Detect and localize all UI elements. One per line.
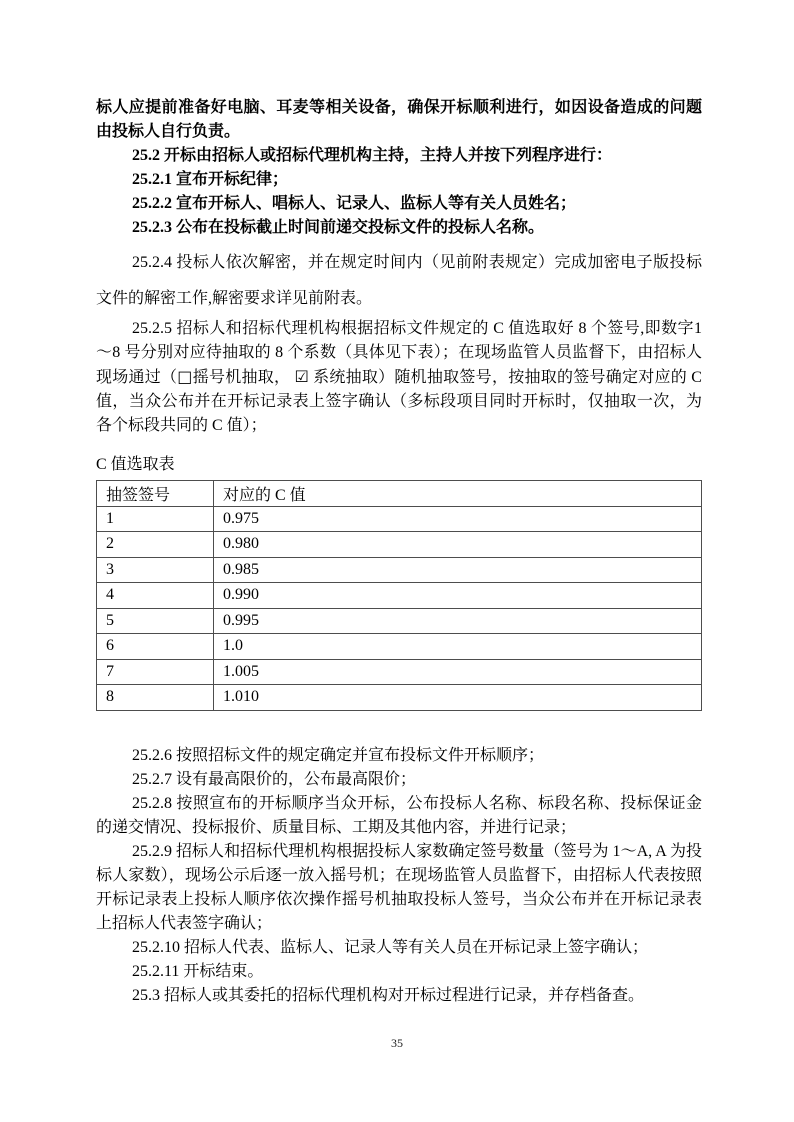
cell-sign-number: 5 — [97, 608, 214, 634]
cell-sign-number: 7 — [97, 659, 214, 685]
table-row — [97, 557, 702, 583]
table-row — [97, 634, 702, 660]
c-value-table — [96, 480, 702, 711]
paragraph-25-2-10: 25.2.10 招标人代表、监标人、记录人等有关人员在开标记录上签字确认； — [132, 938, 649, 956]
table-header-sign-number: 抽签签号 — [97, 481, 214, 507]
checkbox-checked-icon: ☑ — [294, 367, 309, 386]
page-number: 35 — [391, 1036, 403, 1050]
paragraph-25-2-7: 25.2.7 设有最高限价的，公布最高限价； — [132, 770, 417, 788]
cell-c-value: 1.0 — [214, 634, 702, 660]
paragraph-25-2-2: 25.2.2 宣布开标人、唱标人、记录人、监标人等有关人员姓名； — [132, 195, 577, 212]
table-header-c-value: 对应的 C 值 — [214, 481, 702, 507]
table-caption: C 值选取表 — [96, 456, 175, 473]
cell-sign-number: 3 — [97, 557, 214, 583]
paragraph-text: 25.2.5 招标人和招标代理机构根据招标文件规定的 C 值选取好 8 个签号,即数字1～8 号分别对应待抽取的 8 个系数（具体见下表）；在现场监管人员监督下，由招标人现场通过（ — [96, 320, 702, 386]
cell-sign-number: 2 — [97, 532, 214, 558]
table-header-row — [97, 481, 702, 507]
paragraph-text: 系统抽取）随机抽取签号，按抽取的签号确定对应的 C 值，当众公布并在开标记录表上签字确认（多标段项目同时开标时，仅抽取一次，为各个标段共同的 C 值）； — [96, 369, 702, 434]
table-row — [97, 685, 702, 711]
paragraph-continuation: 标人应提前准备好电脑、耳麦等相关设备，确保开标顺利进行，如因设备造成的问题由投标人自行负责。 — [96, 99, 702, 140]
paragraph-25-2-6: 25.2.6 按照招标文件的规定确定并宣布投标文件开标顺序； — [132, 746, 545, 764]
table-row — [97, 506, 702, 532]
paragraph-25-3: 25.3 招标人或其委托的招标代理机构对开标过程进行记录，并存档备查。 — [132, 986, 645, 1004]
cell-sign-number: 1 — [97, 506, 214, 532]
cell-c-value: 0.975 — [214, 506, 702, 532]
paragraph-25-2-8: 25.2.8 按照宣布的开标顺序当众开标，公布投标人名称、标段名称、投标保证金的递交情况、投标报价、质量目标、工期及其他内容，并进行记录； — [96, 794, 702, 836]
paragraph-25-2-9: 25.2.9 招标人和招标代理机构根据投标人家数确定签号数量（签号为 1～A, A 为投标人家数），现场公示后逐一放入摇号机；在现场监管人员监督下，由招标人代表按照开标记录表上投标人顺序依次操作摇号机抽取投标人签号，当众公布并在开标记录表上招标人代表签字确认； — [96, 842, 702, 932]
paragraph-text: 摇号机抽取， — [192, 369, 295, 386]
paragraph-25-2-4: 25.2.4 投标人依次解密，并在规定时间内（见前附表规定）完成加密电子版投标文件的解密工作,解密要求详见前附表。 — [96, 254, 702, 307]
cell-sign-number: 8 — [97, 685, 214, 711]
cell-sign-number: 6 — [97, 634, 214, 660]
document-content — [96, 96, 702, 1008]
cell-c-value: 1.010 — [214, 685, 702, 711]
cell-c-value: 0.980 — [214, 532, 702, 558]
paragraph-25-2-5 — [96, 317, 702, 438]
table-row — [97, 532, 702, 558]
cell-c-value: 0.995 — [214, 608, 702, 634]
table-row — [97, 583, 702, 609]
paragraph-25-2-3: 25.2.3 公布在投标截止时间前递交投标文件的投标人名称。 — [132, 219, 545, 236]
cell-c-value: 1.005 — [214, 659, 702, 685]
cell-sign-number: 4 — [97, 583, 214, 609]
table-row — [97, 608, 702, 634]
cell-c-value: 0.990 — [214, 583, 702, 609]
paragraph-25-2: 25.2 开标由招标人或招标代理机构主持，主持人并按下列程序进行： — [132, 147, 613, 164]
cell-c-value: 0.985 — [214, 557, 702, 583]
paragraph-25-2-1: 25.2.1 宣布开标纪律； — [132, 171, 289, 188]
checkbox-unchecked-icon: □ — [177, 367, 193, 386]
paragraph-25-2-11: 25.2.11 开标结束。 — [132, 962, 264, 980]
table-row — [97, 659, 702, 685]
